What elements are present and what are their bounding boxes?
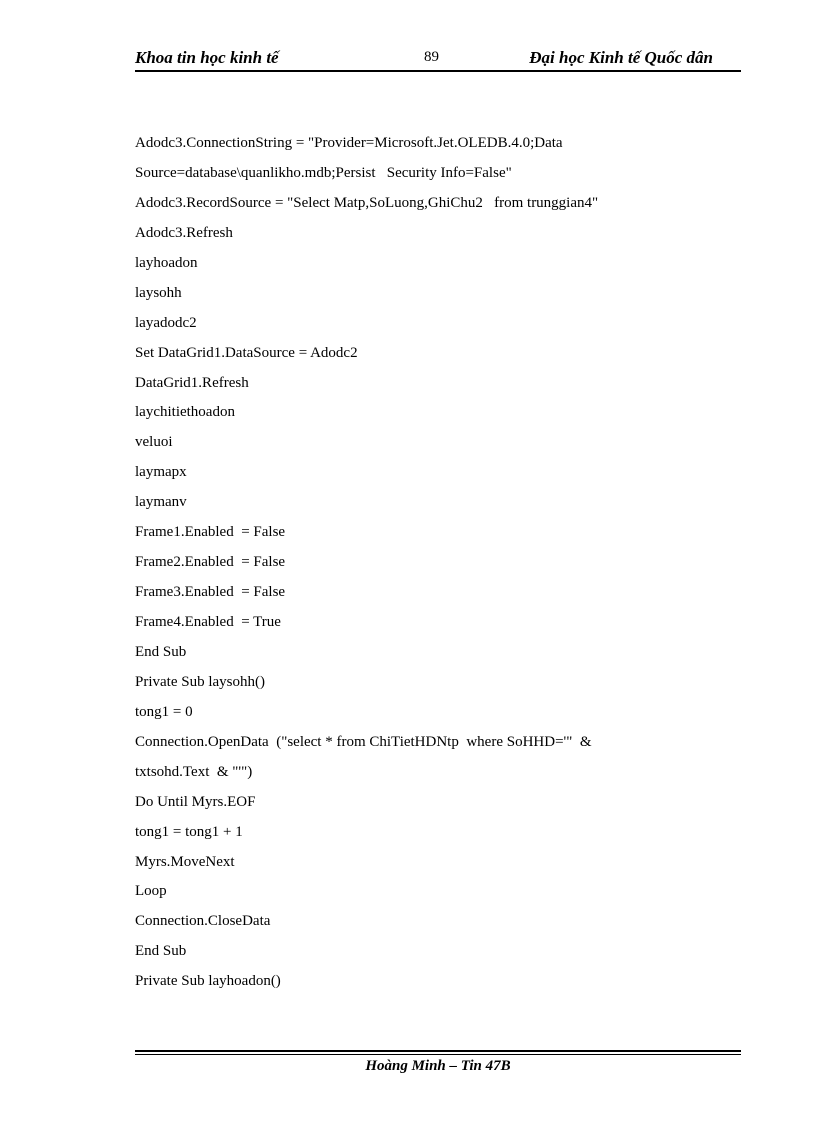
- code-line: Frame3.Enabled = False: [135, 584, 286, 601]
- page-header: [135, 44, 741, 74]
- code-line: veluoi: [135, 434, 173, 451]
- code-line: tong1 = tong1 + 1: [135, 823, 243, 840]
- footer-divider-thin: [135, 1054, 741, 1055]
- header-divider: [135, 70, 741, 72]
- code-line: Frame1.Enabled = False: [135, 524, 286, 541]
- code-line: Myrs.MoveNext: [135, 853, 235, 870]
- faculty-name: Khoa tin học kinh tế: [135, 48, 279, 67]
- footer-divider-thick: [135, 1050, 741, 1052]
- code-line: txtsohd.Text & "'"): [135, 763, 253, 780]
- code-line: Connection.CloseData: [135, 913, 271, 930]
- page-number: 89: [424, 49, 439, 65]
- code-line: DataGrid1.Refresh: [135, 374, 249, 391]
- code-line: Do Until Myrs.EOF: [135, 793, 256, 810]
- code-line: Adodc3.Refresh: [135, 224, 233, 241]
- code-line: laysohh: [135, 284, 182, 301]
- university-name: Đại học Kinh tế Quốc dân: [529, 48, 713, 67]
- code-line: Connection.OpenData ("select * from ChiTietHDNtp where SoHHD='" &: [135, 733, 592, 750]
- code-line: laymanv: [135, 494, 187, 511]
- code-line: Set DataGrid1.DataSource = Adodc2: [135, 344, 358, 361]
- code-line: Frame2.Enabled = False: [135, 554, 286, 571]
- code-line: Private Sub laysohh(): [135, 673, 265, 690]
- code-line: layhoadon: [135, 254, 198, 271]
- code-line: Loop: [135, 883, 167, 900]
- code-line: End Sub: [135, 943, 187, 960]
- code-line: laychitiethoadon: [135, 404, 235, 421]
- code-line: Adodc3.RecordSource = "Select Matp,SoLuong,GhiChu2 from trunggian4": [135, 194, 599, 211]
- code-line: End Sub: [135, 643, 187, 660]
- code-line: Private Sub layhoadon(): [135, 973, 281, 990]
- code-line: Frame4.Enabled = True: [135, 614, 281, 630]
- code-line: layadodc2: [135, 314, 197, 331]
- page-footer: [135, 1050, 741, 1090]
- code-line: laymapx: [135, 464, 187, 481]
- code-listing: [135, 129, 735, 997]
- code-line: Source=database\quanlikho.mdb;Persist Security Info=False": [135, 164, 512, 181]
- author-credit: Hoàng Minh – Tin 47B: [365, 1058, 511, 1074]
- code-line: tong1 = 0: [135, 703, 193, 720]
- code-line: Adodc3.ConnectionString = "Provider=Microsoft.Jet.OLEDB.4.0;Data: [135, 135, 563, 151]
